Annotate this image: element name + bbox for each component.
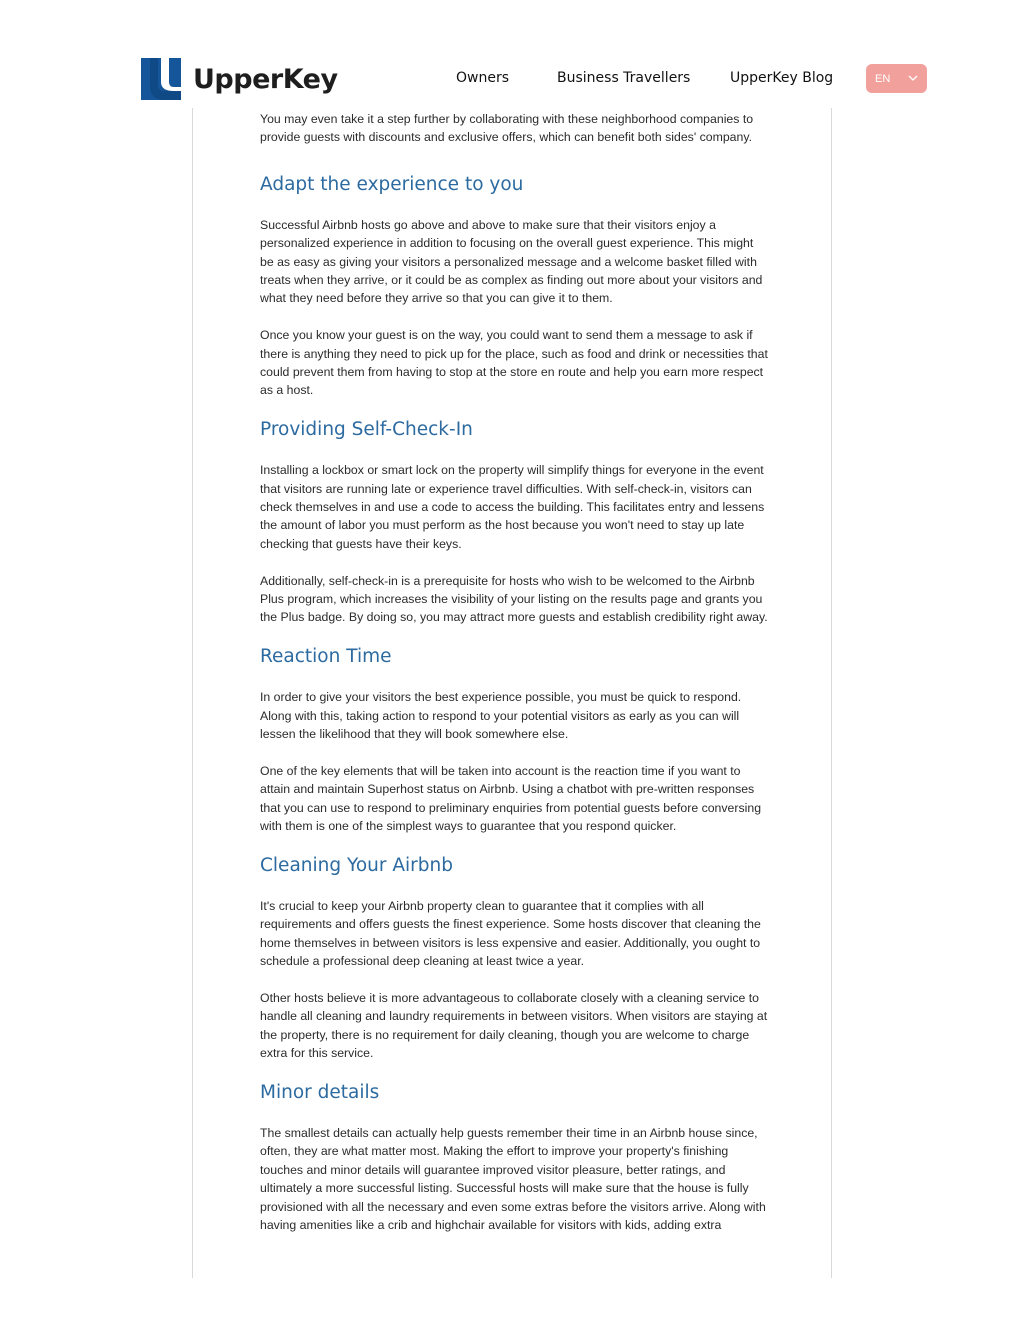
chevron-down-icon xyxy=(908,74,918,82)
paragraph: The smallest details can actually help guests remember their time in an Airbnb house since, often, they are what matter most. Making the effort to improve your property's finishing touches and minor details will guarantee improved visitor pleasure, better ratings, and ultimately a more successful listing. Successful hosts will make sure that the house is fully provisioned with all the necessary and even some extras before the visitors arrive. Along with having amenities like a crib and highchair available for visitors with kids, adding extra xyxy=(260,1125,766,1232)
paragraph: Other hosts believe it is more advantageous to collaborate closely with a cleaning service to handle all cleaning and laundry requirements in between visitors. When visitors are staying at the property, there is no requirement for daily cleaning, though you are welcome to charge extra for this service. xyxy=(260,990,768,1061)
blog-article-body xyxy=(260,108,768,1253)
upperkey-logo[interactable] xyxy=(141,58,338,100)
section-heading-minor-details: Minor details xyxy=(260,1081,380,1103)
paragraph: Once you know your guest is on the way, you could want to send them a message to ask if there is anything they need to pick up for the place, such as food and drink or necessities that could prevent them from having to stop at the store en route and help you earn more respect as a host. xyxy=(260,328,768,398)
paragraph: In order to give your visitors the best experience possible, you must be quick to respond. Along with this, taking action to respond to your potential visitors as early as you can will lessen the likelihood that they will book somewhere else. xyxy=(260,690,742,742)
content-frame-right-border xyxy=(831,108,832,1278)
section-heading-reaction-time: Reaction Time xyxy=(260,646,392,668)
paragraph: Installing a lockbox or smart lock on the property will simplify things for everyone in the event that visitors are running late or experience travel difficulties. With self-check-in, visitors can check themselves in and use a code to access the building. This facilitates entry and lessens the amount of labor you must perform as the host because you won't need to stay up late checking that guests have their keys. xyxy=(260,463,765,551)
paragraph: Additionally, self-check-in is a prerequisite for hosts who wish to be welcomed to the Airbnb Plus program, which increases the visibility of your listing on the results page and grants you the Plus badge. By doing so, you may attract more guests and establish credibility right away. xyxy=(260,573,768,625)
content-frame-left-border xyxy=(192,108,193,1278)
logo-text: UpperKey xyxy=(193,63,338,95)
language-selector[interactable] xyxy=(866,64,927,93)
site-header xyxy=(0,0,1024,108)
paragraph: It's crucial to keep your Airbnb property clean to guarantee that it complies with all requirements and offers guests the finest experience. Some hosts discover that cleaning the home themselves in between visitors is less expensive and easier. Additionally, you ought to schedule a professional deep cleaning at least twice a year. xyxy=(260,898,761,969)
upperkey-logo-icon xyxy=(141,58,181,100)
section-heading-self-check-in: Providing Self-Check-In xyxy=(260,419,473,441)
nav-upperkey-blog[interactable]: UpperKey Blog xyxy=(730,70,834,86)
language-label: EN xyxy=(875,72,891,85)
intro-paragraph: You may even take it a step further by collaborating with these neighborhood companies to provide guests with discounts and exclusive offers, which can benefit both sides' company. xyxy=(260,112,754,145)
nav-business-travellers[interactable]: Business Travellers xyxy=(557,70,691,86)
section-heading-cleaning: Cleaning Your Airbnb xyxy=(260,854,453,876)
paragraph: One of the key elements that will be taken into account is the reaction time if you want to attain and maintain Superhost status on Airbnb. Using a chatbot with pre-written responses that you can use to respond to preliminary enquiries from potential guests before conversing with them is one of the simplest ways to guarantee that you respond quicker. xyxy=(260,763,762,834)
section-heading-adapt-experience: Adapt the experience to you xyxy=(260,173,524,195)
nav-owners[interactable]: Owners xyxy=(456,70,510,86)
paragraph: Successful Airbnb hosts go above and above to make sure that their visitors enjoy a personalized experience in addition to focusing on the overall guest experience. This might be as easy as giving your visitors a personalized message and a welcome basket filled with treats when they arrive, or it could be as complex as finding out more about your visitors and what they need before they arrive so that you can give it to them. xyxy=(260,217,763,306)
